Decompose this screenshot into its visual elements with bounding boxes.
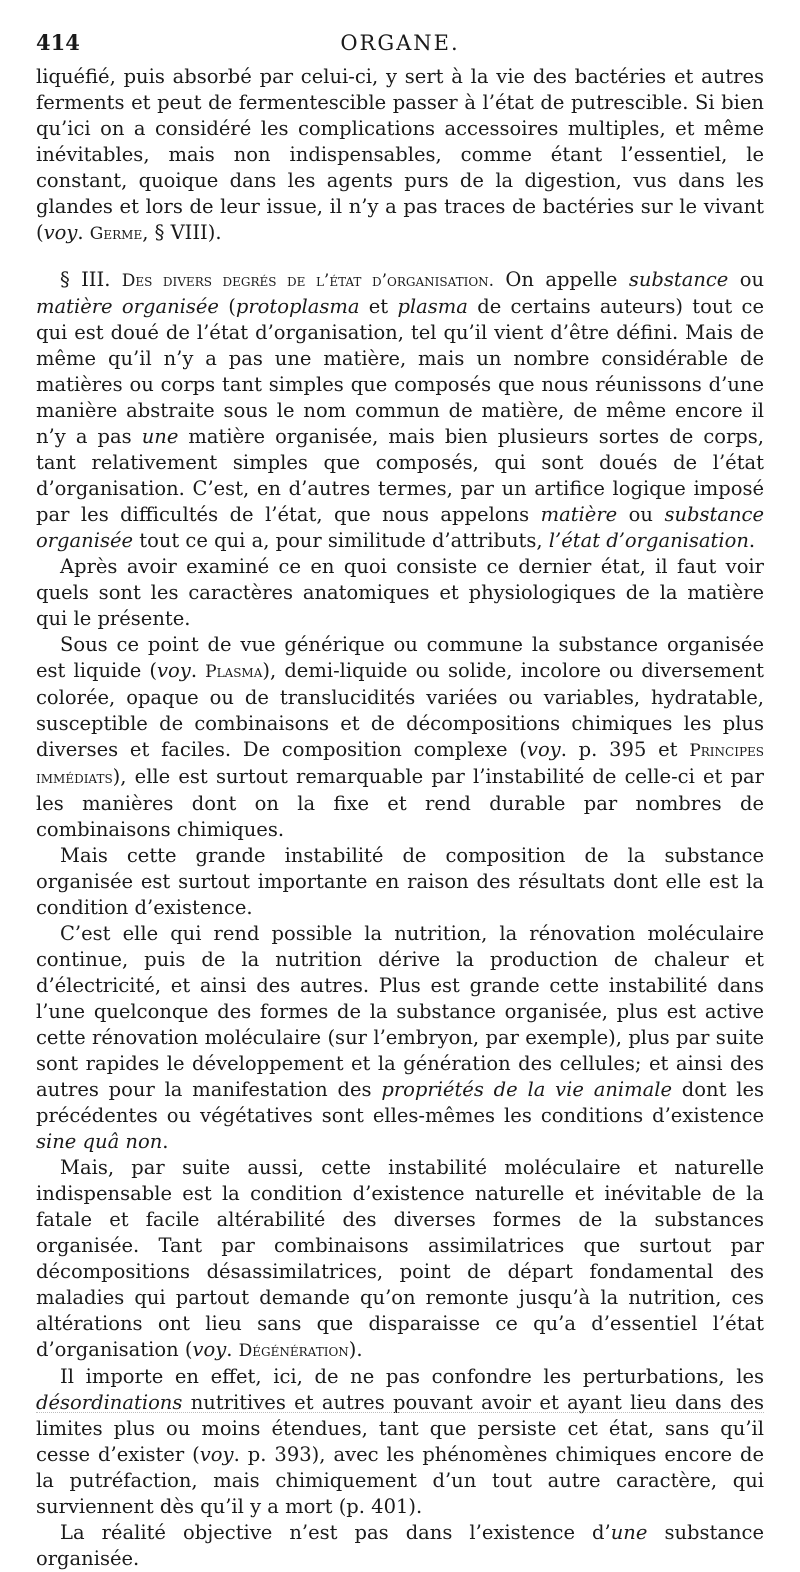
text-run: . <box>226 1338 239 1361</box>
italic-text: protoplasma <box>235 295 360 318</box>
paragraph <box>36 1520 764 1572</box>
paragraph <box>36 921 764 1155</box>
text-run: Il importe en effet, ici, de ne pas confondre les perturbations, les <box>60 1365 764 1388</box>
text-run: Mais cette grande instabilité de composition de la substance organisée est surtout importante en raison des résultats dont elle est la condition d’existence. <box>36 844 764 919</box>
text-run: et <box>359 295 398 318</box>
footer-rule <box>36 1412 764 1413</box>
italic-text: voy <box>199 1443 234 1466</box>
small-caps-text: Principes immédiats <box>36 741 765 788</box>
small-caps-text: Dégénération <box>238 1341 349 1361</box>
italic-text: voy <box>526 738 561 761</box>
paragraph <box>36 632 764 843</box>
italic-text: une <box>141 425 179 448</box>
text-run: , § VIII). <box>142 221 222 244</box>
text-run: de certains auteurs) tout ce qui est doué de l’état d’organisation, tel qu’il vient d’être défini. Mais de même qu’il n’y a pas une matière, mais un nombre considérable de matières ou corps tant simples que composés que nous réunissons d’une manière abstraite sous le nom commun de matière, de même encore il n’y a pas <box>36 295 764 448</box>
text-run: ou <box>617 503 665 526</box>
paragraph <box>36 554 764 632</box>
paragraph <box>36 1155 764 1364</box>
text-run: La réalité objective n’est pas dans l’existence d’ <box>60 1521 611 1544</box>
italic-text: matière <box>540 503 618 526</box>
paragraph <box>36 843 764 921</box>
text-run: . p. 395 et <box>560 738 690 761</box>
text-run: C’est elle qui rend possible la nutrition, la rénovation moléculaire continue, puis de la nutrition dérive la production de chaleur et d’électricité, et ainsi des autres. Plus est grande cette instabilité dans l’une quelconque des formes de la substance organisée, plus est active cette rénovation moléculaire (sur l’embryon, par exemple), plus par suite sont rapides le développement et la génération des cellules; et ainsi des autres pour la manifestation des <box>36 922 764 1101</box>
text-run: . <box>190 659 206 682</box>
text-run: Sous ce point de vue générique ou commune la substance organisée est liquide ( <box>36 633 764 682</box>
text-run: . <box>748 529 756 552</box>
text-run: substance organisée. <box>36 1521 764 1570</box>
text-run: ), demi-liquide ou solide, incolore ou diversement colorée, opaque ou de translucidités variées ou variables, hydratable, susceptible de combinaisons et de décompositions chimiques les plus diverses et faciles. De composition complexe ( <box>36 659 764 761</box>
italic-text: désordinations <box>36 1391 183 1414</box>
italic-text: plasma <box>397 295 468 318</box>
text-run: . <box>162 1130 169 1153</box>
text-run: Après avoir examiné ce en quoi consiste ce dernier état, il faut voir quels sont les caractères anatomiques et physiologiques de la matière qui le présente. <box>36 555 764 630</box>
text-run: Mais, par suite aussi, cette instabilité moléculaire et naturelle indispensable est la condition d’existence naturelle et inévitable de la fatale et facile altérabilité des diverses formes de la substances organisée. Tant par combinaisons assimilatrices que surtout par décompositions désassimilatrices, point de départ fondamental des maladies qui partout demande qu’on remonte jusqu’à la nutrition, ces altérations ont lieu sans que disparaisse ce qu’a d’essentiel l’état d’organisation ( <box>36 1156 764 1361</box>
italic-text: propriétés de la vie animale <box>381 1078 673 1101</box>
text-run: . p. 393), avec les phénomènes chimiques encore de la putréfaction, mais chimiquement d’un tout autre caractère, qui surviennent dès qu’il y a mort (p. 401). <box>36 1443 764 1518</box>
italic-text: l’état d’organisation <box>548 529 749 552</box>
paragraph <box>36 64 764 247</box>
paragraph <box>36 1364 764 1520</box>
text-run: matière organisée, mais bien plusieurs sortes de corps, tant relativement simples que composés, qui sont doués de l’état d’organisation. C’est, en d’autres termes, par un artifice logique imposé par les difficultés de l’état, que nous appelons <box>36 425 764 526</box>
section-paragraph <box>36 267 764 554</box>
small-caps-text: Des divers degrés de l’état d’organisation. <box>121 271 495 291</box>
small-caps-text: Plasma <box>205 662 263 682</box>
text-run: § III. <box>60 268 122 291</box>
text-run: dont les précédentes ou végétatives sont elles-mêmes les conditions d’existence <box>36 1078 764 1127</box>
italic-text: matière organisée <box>36 295 219 318</box>
italic-text: voy <box>43 221 78 244</box>
small-caps-text: Germe <box>89 224 143 244</box>
italic-text: sine quâ non <box>36 1130 163 1153</box>
italic-text: substance organisée <box>36 503 764 552</box>
italic-text: voy <box>157 659 191 682</box>
italic-text: voy <box>192 1338 227 1361</box>
text-run: ( <box>218 295 236 318</box>
text-run: On appelle <box>494 268 629 291</box>
text-run: nutritives et autres pouvant avoir et ayant lieu dans des limites plus ou moins étendues, tant que persiste cet état, sans qu’il cesse d’exister ( <box>36 1391 764 1466</box>
text-run: ). <box>348 1338 363 1361</box>
text-run: tout ce qui a, pour similitude d’attributs, <box>133 529 549 552</box>
page-number: 414 <box>36 30 80 55</box>
running-title: ORGANE. <box>340 31 460 55</box>
italic-text: substance <box>628 268 729 291</box>
italic-text: une <box>610 1521 648 1544</box>
text-run: liquéfié, puis absorbé par celui-ci, y sert à la vie des bactéries et autres ferments et peut de fermentescible passer à l’état de putrescible. Si bien qu’ici on a considéré les complications accessoires multiples, et même inévitables, mais non indispensables, comme étant l’essentiel, le constant, quoique dans les agents purs de la digestion, vus dans les glandes et lors de leur issue, il n’y a pas traces de bactéries sur le vivant ( <box>36 65 764 244</box>
text-run: ), elle est surtout remarquable par l’instabilité de celle-ci et par les manières dont on la fixe et rend durable par nombres de combinaisons chimiques. <box>36 765 764 841</box>
body-text <box>36 64 764 1572</box>
text-run: ou <box>728 268 764 291</box>
text-run: . <box>77 221 90 244</box>
page-header <box>36 28 764 58</box>
